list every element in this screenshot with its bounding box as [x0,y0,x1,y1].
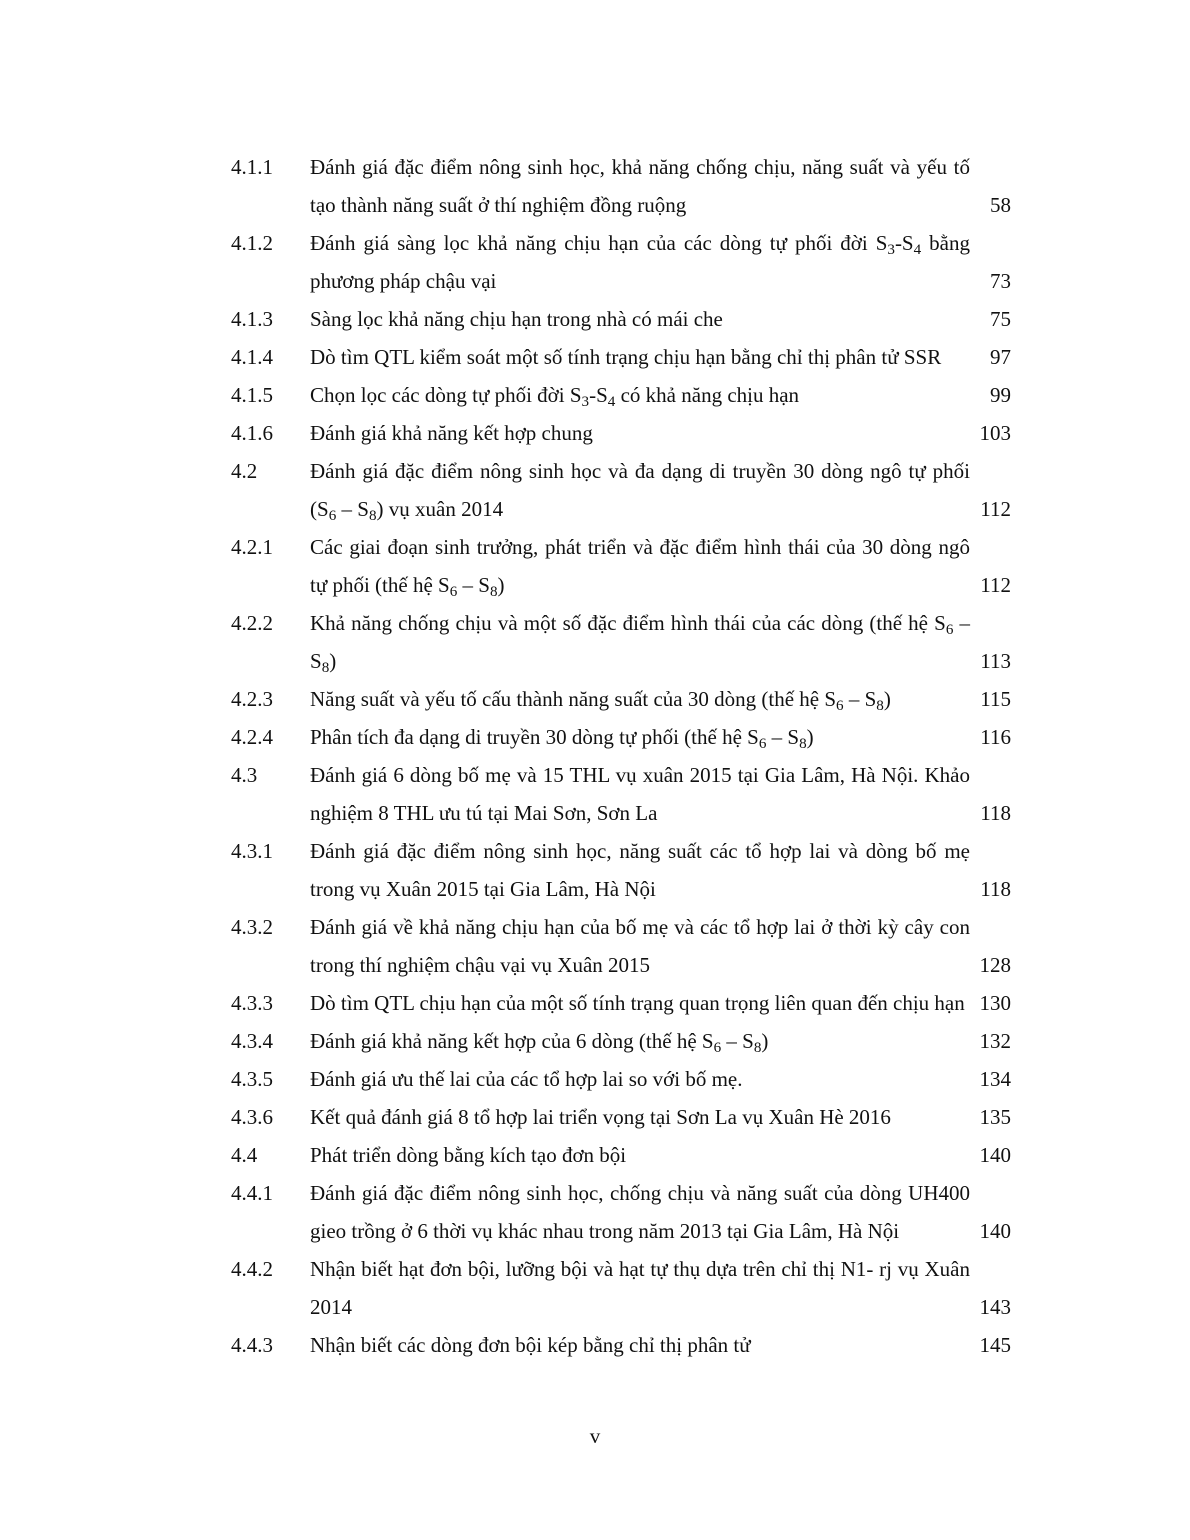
toc-page: 134 [979,1067,1011,1091]
toc-title: Đánh giá ưu thế lai của các tổ hợp lai so với bố mẹ. [310,1067,743,1091]
toc-number: 4.3.1 [231,839,273,863]
toc-entry[interactable] [231,908,1011,984]
toc-number: 4.1.1 [231,155,273,179]
toc-title: Kết quả đánh giá 8 tổ hợp lai triển vọng tại Sơn La vụ Xuân Hè 2016 [310,1105,891,1129]
toc-title: Đánh giá đặc điểm nông sinh học, khả năng chống chịu, năng suất và yếu tố tạo thành năng suất ở thí nghiệm đồng ruộng [310,155,970,217]
toc-entry[interactable] [231,338,1011,376]
toc-entry[interactable] [231,1098,1011,1136]
toc-title: Dò tìm QTL kiểm soát một số tính trạng chịu hạn bằng chỉ thị phân tử SSR [310,345,942,369]
toc-entry[interactable] [231,1174,1011,1250]
toc-number: 4.1.6 [231,421,273,445]
toc-entry[interactable] [231,300,1011,338]
toc-page: 116 [980,725,1011,749]
toc-entry[interactable] [231,756,1011,832]
toc-entry[interactable] [231,1022,1011,1060]
toc-page: 112 [980,573,1011,597]
toc-title: Đánh giá đặc điểm nông sinh học, chống chịu và năng suất của dòng UH400 gieo trồng ở 6 thời vụ khác nhau trong năm 2013 tại Gia Lâm, Hà Nội [310,1181,970,1243]
table-of-contents [231,148,1011,1364]
toc-entry[interactable] [231,718,1011,756]
toc-number: 4.4.3 [231,1333,273,1357]
toc-number: 4.1.4 [231,345,273,369]
toc-title: Sàng lọc khả năng chịu hạn trong nhà có mái che [310,307,723,331]
toc-number: 4.2.3 [231,687,273,711]
toc-page: 128 [979,953,1011,977]
toc-page: 132 [979,1029,1011,1053]
toc-entry[interactable] [231,414,1011,452]
toc-title: Phát triển dòng bằng kích tạo đơn bội [310,1143,627,1167]
toc-number: 4.2 [231,459,258,483]
toc-page: 113 [980,649,1011,673]
toc-page: 135 [979,1105,1011,1129]
toc-title: Đánh giá sàng lọc khả năng chịu hạn của các dòng tự phối đời $S_3-S_4$ bằng phương pháp chậu vại [310,231,970,293]
toc-page: 118 [980,801,1011,825]
toc-entry[interactable] [231,984,1011,1022]
toc-title: Nhận biết các dòng đơn bội kép bằng chỉ thị phân tử [310,1333,751,1357]
toc-entry[interactable] [231,528,1011,604]
toc-entry[interactable] [231,1060,1011,1098]
toc-title: Đánh giá đặc điểm nông sinh học, năng suất các tổ hợp lai và dòng bố mẹ trong vụ Xuân 2015 tại Gia Lâm, Hà Nội [310,839,970,901]
toc-page: 73 [990,269,1011,293]
toc-page: 140 [979,1143,1011,1167]
toc-entry[interactable] [231,604,1011,680]
toc-number: 4.3.6 [231,1105,273,1129]
toc-title: Đánh giá khả năng kết hợp của 6 dòng (thế hệ $S_6 - S_8$) [310,1029,769,1056]
toc-page: 143 [979,1295,1011,1319]
toc-page: 99 [990,383,1011,407]
toc-page: 58 [990,193,1011,217]
toc-entry[interactable] [231,1250,1011,1326]
toc-entry[interactable] [231,1136,1011,1174]
toc-number: 4.1.3 [231,307,273,331]
toc-title: Khả năng chống chịu và một số đặc điểm hình thái của các dòng (thế hệ $S_6 - S_8$) [310,611,971,676]
toc-title: Đánh giá đặc điểm nông sinh học và đa dạng di truyền 30 dòng ngô tự phối $(S_6 - S_8)$ vụ xuân 2014 [310,459,970,524]
toc-title: Nhận biết hạt đơn bội, lưỡng bội và hạt tự thụ dựa trên chỉ thị N1- rj vụ Xuân 2014 [310,1257,970,1319]
toc-entry[interactable] [231,452,1011,528]
toc-number: 4.3.2 [231,915,273,939]
toc-number: 4.3.4 [231,1029,273,1053]
toc-title: Đánh giá về khả năng chịu hạn của bố mẹ và các tổ hợp lai ở thời kỳ cây con trong thí nghiệm chậu vại vụ Xuân 2015 [310,915,970,977]
toc-number: 4.2.1 [231,535,273,559]
toc-title: Phân tích đa dạng di truyền 30 dòng tự phối (thế hệ $S_6 - S_8$) [310,725,814,752]
toc-title: Năng suất và yếu tố cấu thành năng suất của 30 dòng (thế hệ $S_6 - S_8$) [310,687,891,714]
toc-title: Các giai đoạn sinh trưởng, phát triển và đặc điểm hình thái của 30 dòng ngô tự phối (thế hệ $S_6 - S_8$) [310,535,970,600]
toc-page: 97 [990,345,1011,369]
toc-entry[interactable] [231,1326,1011,1364]
toc-page: 118 [980,877,1011,901]
page-number-footer: v [589,1424,601,1448]
toc-number: 4.4.2 [231,1257,273,1281]
toc-title: Đánh giá 6 dòng bố mẹ và 15 THL vụ xuân 2015 tại Gia Lâm, Hà Nội. Khảo nghiệm 8 THL ưu tú tại Mai Sơn, Sơn La [310,763,970,825]
toc-page: 115 [980,687,1011,711]
toc-title: Dò tìm QTL chịu hạn của một số tính trạng quan trọng liên quan đến chịu hạn [310,991,965,1015]
toc-entry[interactable] [231,680,1011,718]
toc-number: 4.3.3 [231,991,273,1015]
toc-number: 4.3 [231,763,258,787]
toc-page: 112 [980,497,1011,521]
toc-number: 4.4.1 [231,1181,273,1205]
toc-page: 145 [979,1333,1011,1357]
toc-title: Chọn lọc các dòng tự phối đời $S_3-S_4$ có khả năng chịu hạn [310,383,800,410]
toc-number: 4.4 [231,1143,258,1167]
toc-entry[interactable] [231,376,1011,414]
toc-number: 4.2.4 [231,725,273,749]
toc-number: 4.3.5 [231,1067,273,1091]
toc-entry[interactable] [231,832,1011,908]
toc-title: Đánh giá khả năng kết hợp chung [310,421,593,445]
toc-page: 140 [979,1219,1011,1243]
toc-page: 130 [979,991,1011,1015]
toc-page: 75 [990,307,1011,331]
toc-page: 103 [979,421,1011,445]
toc-entry[interactable] [231,148,1011,224]
toc-number: 4.1.2 [231,231,273,255]
toc-number: 4.1.5 [231,383,273,407]
toc-number: 4.2.2 [231,611,273,635]
toc-entry[interactable] [231,224,1011,300]
